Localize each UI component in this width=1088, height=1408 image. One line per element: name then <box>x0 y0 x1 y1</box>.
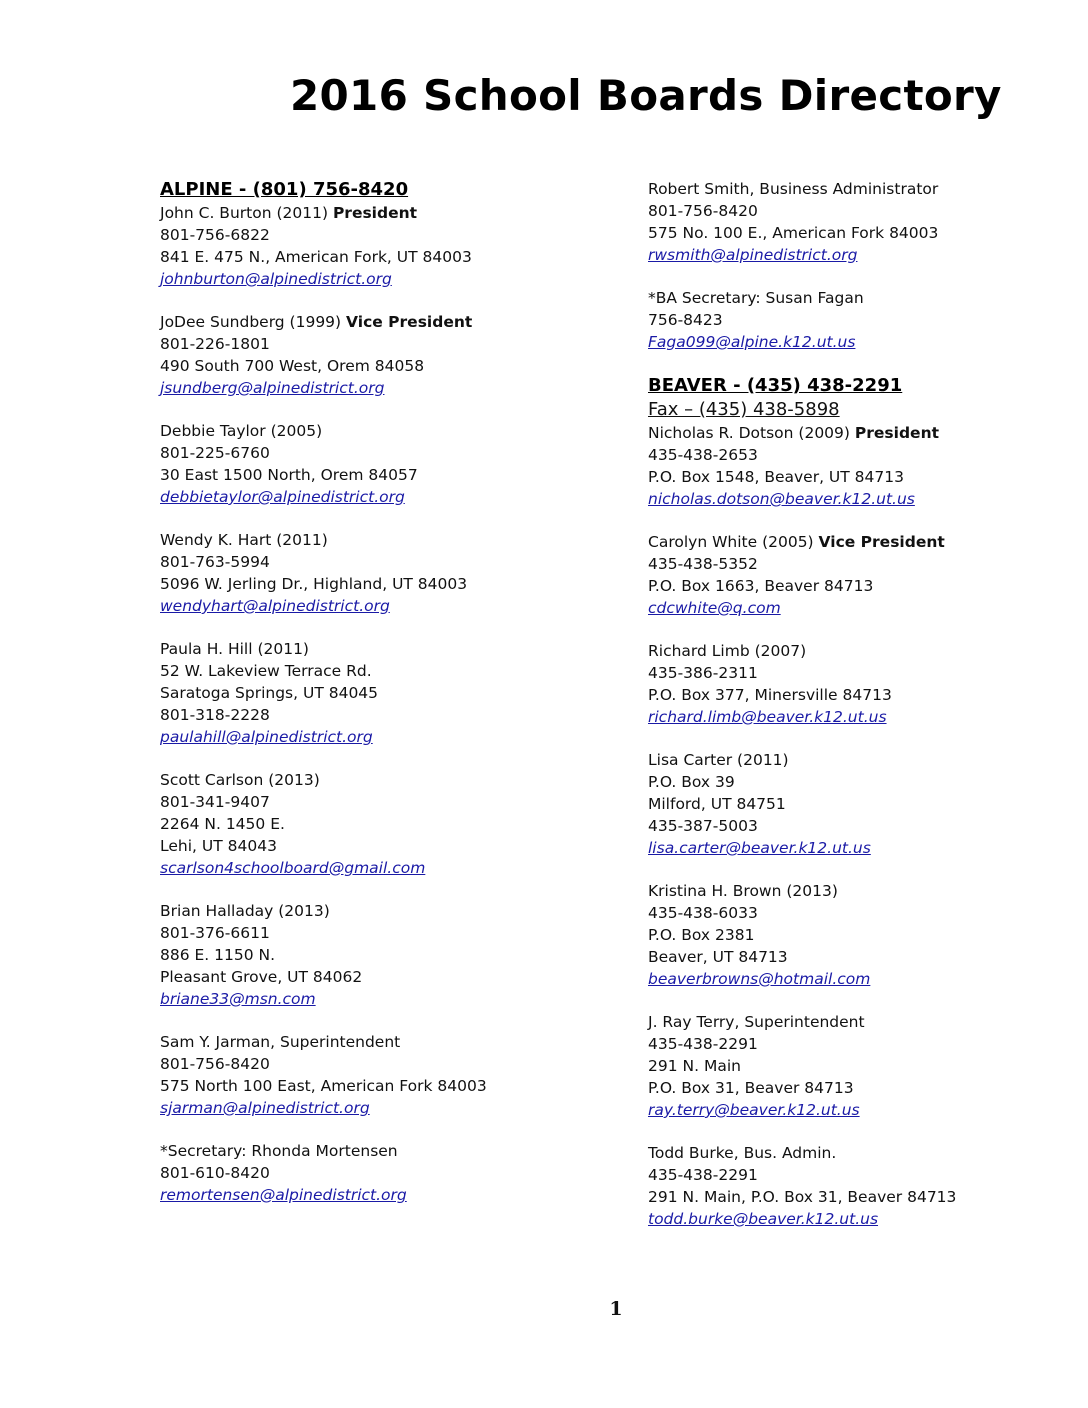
email-link[interactable]: debbietaylor@alpinedistrict.org <box>160 488 405 506</box>
email-link[interactable]: wendyhart@alpinedistrict.org <box>160 597 390 615</box>
email-line <box>160 1097 560 1119</box>
email-line <box>648 837 1048 859</box>
contact-line: 801-226-1801 <box>160 335 270 353</box>
directory-entry <box>648 287 1048 353</box>
email-line <box>648 331 1048 353</box>
contact-line: P.O. Box 2381 <box>648 926 755 944</box>
contact-line: Saratoga Springs, UT 84045 <box>160 684 379 702</box>
contact-line: 886 E. 1150 N. <box>160 946 276 964</box>
contact-line: 801-225-6760 <box>160 444 270 462</box>
contact-line: P.O. Box 1548, Beaver, UT 84713 <box>648 468 904 486</box>
entry-name-line <box>160 900 560 922</box>
entry-name-line <box>648 178 1048 200</box>
page-number: 1 <box>609 1298 623 1320</box>
email-link[interactable]: cdcwhite@q.com <box>648 599 781 617</box>
entry-name-line <box>648 640 1048 662</box>
directory-entry <box>160 638 560 748</box>
entry-name-line <box>160 769 560 791</box>
member-name: Carolyn White (2005) <box>648 533 814 551</box>
email-link[interactable]: remortensen@alpinedistrict.org <box>160 1186 407 1204</box>
member-name: *Secretary: Rhonda Mortensen <box>160 1142 398 1160</box>
contact-line: 801-318-2228 <box>160 706 270 724</box>
entry-name-line <box>648 531 1048 553</box>
contact-line: Milford, UT 84751 <box>648 795 786 813</box>
directory-entry <box>648 640 1048 728</box>
entry-name-line <box>648 1142 1048 1164</box>
email-link[interactable]: todd.burke@beaver.k12.ut.us <box>648 1210 879 1228</box>
directory-entry <box>160 1140 560 1206</box>
directory-entry <box>160 900 560 1010</box>
member-name: Paula H. Hill (2011) <box>160 640 309 658</box>
email-line <box>160 377 560 399</box>
directory-entry <box>648 1011 1048 1121</box>
contact-line: Pleasant Grove, UT 84062 <box>160 968 363 986</box>
contact-line: 435-386-2311 <box>648 664 758 682</box>
entry-name-line <box>160 638 560 660</box>
member-name: J. Ray Terry, Superintendent <box>648 1013 865 1031</box>
member-role: Vice President <box>346 313 473 331</box>
email-line <box>648 968 1048 990</box>
directory-entry <box>160 529 560 617</box>
email-link[interactable]: richard.limb@beaver.k12.ut.us <box>648 708 887 726</box>
contact-line: P.O. Box 39 <box>648 773 735 791</box>
contact-line: 435-438-2653 <box>648 446 758 464</box>
contact-line: 5096 W. Jerling Dr., Highland, UT 84003 <box>160 575 468 593</box>
district-header-beaver: BEAVER - (435) 438-2291 <box>648 375 903 396</box>
email-line <box>648 597 1048 619</box>
member-name: Debbie Taylor (2005) <box>160 422 323 440</box>
contact-line: 291 N. Main <box>648 1057 741 1075</box>
contact-line: 30 East 1500 North, Orem 84057 <box>160 466 418 484</box>
contact-line: 490 South 700 West, Orem 84058 <box>160 357 425 375</box>
contact-line: 801-756-8420 <box>160 1055 270 1073</box>
email-line <box>648 244 1048 266</box>
email-link[interactable]: rwsmith@alpinedistrict.org <box>648 246 858 264</box>
entry-name-line <box>648 880 1048 902</box>
directory-entry <box>648 178 1048 266</box>
email-line <box>160 268 560 290</box>
email-link[interactable]: Faga099@alpine.k12.ut.us <box>648 333 856 351</box>
contact-line: 801-763-5994 <box>160 553 270 571</box>
email-line <box>648 706 1048 728</box>
directory-entry <box>648 422 1048 510</box>
district-header-alpine: ALPINE - (801) 756-8420 <box>160 179 409 200</box>
member-name: Scott Carlson (2013) <box>160 771 320 789</box>
contact-line: 435-438-6033 <box>648 904 758 922</box>
directory-entry <box>648 749 1048 859</box>
contact-line: P.O. Box 1663, Beaver 84713 <box>648 577 874 595</box>
member-role: President <box>854 424 940 442</box>
contact-line: 2264 N. 1450 E. <box>160 815 285 833</box>
email-link[interactable]: nicholas.dotson@beaver.k12.ut.us <box>648 490 915 508</box>
contact-line: 52 W. Lakeview Terrace Rd. <box>160 662 372 680</box>
contact-line: 435-387-5003 <box>648 817 758 835</box>
email-link[interactable]: johnburton@alpinedistrict.org <box>160 270 392 288</box>
contact-line: 801-756-8420 <box>648 202 758 220</box>
beaver-fax: Fax – (435) 438-5898 <box>648 399 840 420</box>
contact-line: 575 No. 100 E., American Fork 84003 <box>648 224 939 242</box>
entry-name-line <box>160 529 560 551</box>
directory-entry <box>160 1031 560 1119</box>
member-name: *BA Secretary: Susan Fagan <box>648 289 864 307</box>
email-line <box>160 726 560 748</box>
alpine-staff <box>648 178 1048 353</box>
email-line <box>648 1099 1048 1121</box>
member-role: Vice President <box>818 533 945 551</box>
member-name: Nicholas R. Dotson (2009) <box>648 424 850 442</box>
alpine-members <box>160 202 560 1206</box>
email-link[interactable]: scarlson4schoolboard@gmail.com <box>160 859 426 877</box>
contact-line: P.O. Box 377, Minersville 84713 <box>648 686 892 704</box>
email-link[interactable]: briane33@msn.com <box>160 990 316 1008</box>
member-name: Robert Smith, Business Administrator <box>648 180 939 198</box>
entry-name-line <box>160 1031 560 1053</box>
contact-line: Lehi, UT 84043 <box>160 837 277 855</box>
directory-entry <box>648 1142 1048 1230</box>
entry-name-line <box>648 422 1048 444</box>
email-line <box>160 595 560 617</box>
email-link[interactable]: sjarman@alpinedistrict.org <box>160 1099 370 1117</box>
directory-entry <box>160 769 560 879</box>
contact-line: 841 E. 475 N., American Fork, UT 84003 <box>160 248 472 266</box>
contact-line: 435-438-2291 <box>648 1166 758 1184</box>
member-name: Richard Limb (2007) <box>648 642 807 660</box>
member-name: Brian Halladay (2013) <box>160 902 330 920</box>
member-name: Lisa Carter (2011) <box>648 751 789 769</box>
contact-line: 435-438-2291 <box>648 1035 758 1053</box>
entry-name-line <box>160 311 560 333</box>
email-line <box>648 1208 1048 1230</box>
contact-line: 801-341-9407 <box>160 793 270 811</box>
member-name: Wendy K. Hart (2011) <box>160 531 328 549</box>
member-name: Kristina H. Brown (2013) <box>648 882 838 900</box>
member-role: President <box>332 204 418 222</box>
directory-entry <box>160 202 560 290</box>
directory-entry <box>648 531 1048 619</box>
entry-name-line <box>648 749 1048 771</box>
email-line <box>160 1184 560 1206</box>
contact-line: 801-610-8420 <box>160 1164 270 1182</box>
entry-name-line <box>648 287 1048 309</box>
member-name: Todd Burke, Bus. Admin. <box>648 1144 837 1162</box>
directory-entry <box>648 880 1048 990</box>
entry-name-line <box>160 1140 560 1162</box>
member-name: JoDee Sundberg (1999) <box>160 313 342 331</box>
email-link[interactable]: beaverbrowns@hotmail.com <box>648 970 871 988</box>
email-link[interactable]: jsundberg@alpinedistrict.org <box>160 379 385 397</box>
email-link[interactable]: paulahill@alpinedistrict.org <box>160 728 373 746</box>
contact-line: Beaver, UT 84713 <box>648 948 788 966</box>
contact-line: 435-438-5352 <box>648 555 758 573</box>
left-column <box>160 178 560 1227</box>
email-line <box>648 488 1048 510</box>
entry-name-line <box>160 420 560 442</box>
contact-line: 575 North 100 East, American Fork 84003 <box>160 1077 487 1095</box>
page-title: 2016 School Boards Directory <box>290 71 1002 120</box>
right-column <box>648 178 1048 1251</box>
contact-line: 291 N. Main, P.O. Box 31, Beaver 84713 <box>648 1188 957 1206</box>
email-link[interactable]: lisa.carter@beaver.k12.ut.us <box>648 839 871 857</box>
member-name: Sam Y. Jarman, Superintendent <box>160 1033 401 1051</box>
entry-name-line <box>160 202 560 224</box>
contact-line: 756-8423 <box>648 311 723 329</box>
directory-entry <box>160 311 560 399</box>
contact-line: 801-756-6822 <box>160 226 270 244</box>
email-line <box>160 486 560 508</box>
contact-line: 801-376-6611 <box>160 924 270 942</box>
email-link[interactable]: ray.terry@beaver.k12.ut.us <box>648 1101 860 1119</box>
email-line <box>160 857 560 879</box>
email-line <box>160 988 560 1010</box>
beaver-members <box>648 422 1048 1230</box>
contact-line: P.O. Box 31, Beaver 84713 <box>648 1079 854 1097</box>
entry-name-line <box>648 1011 1048 1033</box>
directory-entry <box>160 420 560 508</box>
member-name: John C. Burton (2011) <box>160 204 328 222</box>
